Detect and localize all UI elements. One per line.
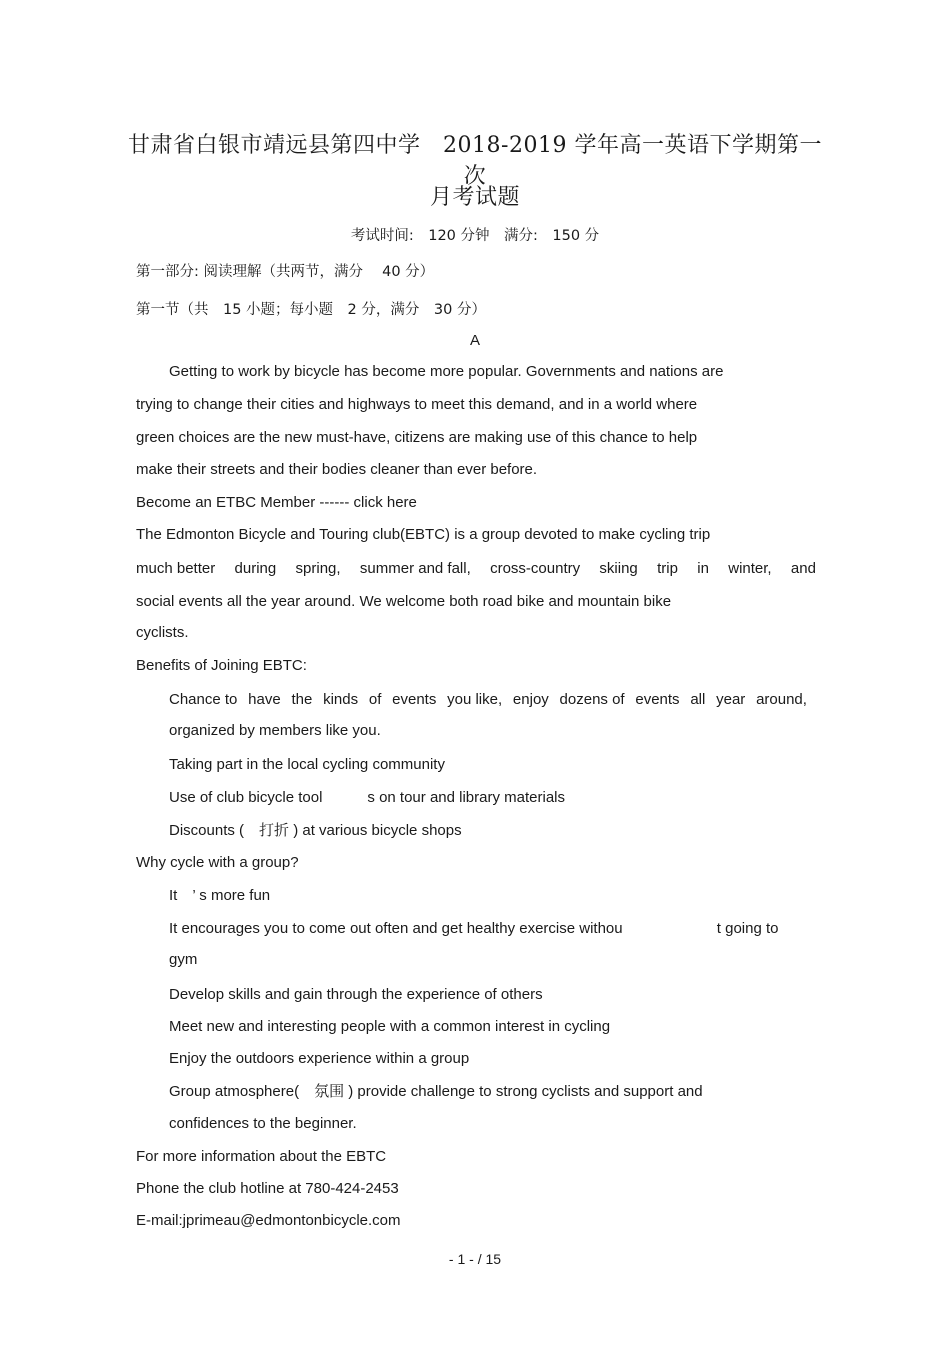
contact-info: For more information about the EBTC (136, 1148, 387, 1165)
benefit-item: Discounts ( 打折 ) at various bicycle shops (169, 822, 462, 839)
benefits-heading: Benefits of Joining EBTC: (136, 657, 307, 674)
reason-item-continuation: gym (169, 951, 198, 968)
word: events (392, 691, 437, 708)
benefit-item-continuation: organized by members like you. (169, 722, 381, 739)
reason-item: Enjoy the outdoors experience within a group (169, 1050, 470, 1067)
intro-line: green choices are the new must-have, citizens are making use of this chance to help (136, 429, 698, 446)
club-desc-line-justified (136, 559, 816, 579)
word: of (368, 691, 382, 708)
passage-label: A (469, 332, 480, 349)
word: summer and fall, (359, 560, 471, 577)
why-heading: Why cycle with a group? (136, 854, 299, 871)
contact-phone: Phone the club hotline at 780-424-2453 (136, 1180, 399, 1197)
reason-item: Meet new and interesting people with a common interest in cycling (169, 1018, 611, 1035)
intro-line: make their streets and their bodies cleaner than ever before. (136, 461, 538, 478)
club-desc-line: The Edmonton Bicycle and Touring club(EBTC) is a group devoted to make cycling trip (136, 526, 711, 543)
reason-item: It encourages you to come out often and get healthy exercise withou t going to (169, 920, 779, 937)
word: in (697, 560, 709, 577)
word: trip (657, 560, 678, 577)
member-line: Become an ETBC Member ------ click here (136, 494, 417, 511)
reason-item: Develop skills and gain through the experience of others (169, 986, 543, 1003)
word: dozens of (559, 691, 625, 708)
document-title-line-2: 月考试题 (429, 185, 520, 210)
reason-item: Group atmosphere( 氛围 ) provide challenge to strong cyclists and support and (169, 1083, 703, 1100)
intro-line: trying to change their cities and highways to meet this demand, and in a world where (136, 396, 698, 413)
part-heading: 第一部分: 阅读理解（共两节，满分 40 分） (136, 264, 435, 280)
intro-line: Getting to work by bicycle has become more popular. Governments and nations are (169, 363, 724, 380)
exam-info: 考试时间: 120 分钟 满分: 150 分 (350, 228, 600, 244)
benefit-item: Taking part in the local cycling community (169, 756, 445, 773)
word: spring, (295, 560, 341, 577)
word: kinds (323, 691, 359, 708)
word: Chance to (169, 691, 238, 708)
word: events (635, 691, 680, 708)
word: and (790, 560, 816, 577)
word: year (716, 691, 746, 708)
word: you like, (447, 691, 503, 708)
section-heading: 第一节（共 15 小题；每小题 2 分，满分 30 分） (136, 302, 486, 318)
page-number: - 1 - / 15 (448, 1251, 502, 1267)
reason-item-continuation: confidences to the beginner. (169, 1115, 357, 1132)
word: the (291, 691, 313, 708)
word: cross-country (490, 560, 581, 577)
word: much better (136, 560, 216, 577)
word: all (690, 691, 706, 708)
benefit-item: Use of club bicycle tool s on tour and library materials (169, 789, 565, 806)
word: winter, (728, 560, 772, 577)
club-desc-line: social events all the year around. We welcome both road bike and mountain bike (136, 593, 672, 610)
document-title-line-1: 甘肃省白银市靖远县第四中学 2018-2019 学年高一英语下学期第一次 (128, 133, 822, 189)
word: have (248, 691, 281, 708)
benefit-item-justified (169, 690, 807, 710)
contact-email: E-mail:jprimeau@edmontonbicycle.com (136, 1212, 401, 1229)
word: around, (756, 691, 807, 708)
word: skiing (599, 560, 638, 577)
word: enjoy (512, 691, 549, 708)
word: during (234, 560, 277, 577)
reason-item: It ’ s more fun (169, 887, 271, 904)
club-desc-line: cyclists. (136, 624, 189, 641)
